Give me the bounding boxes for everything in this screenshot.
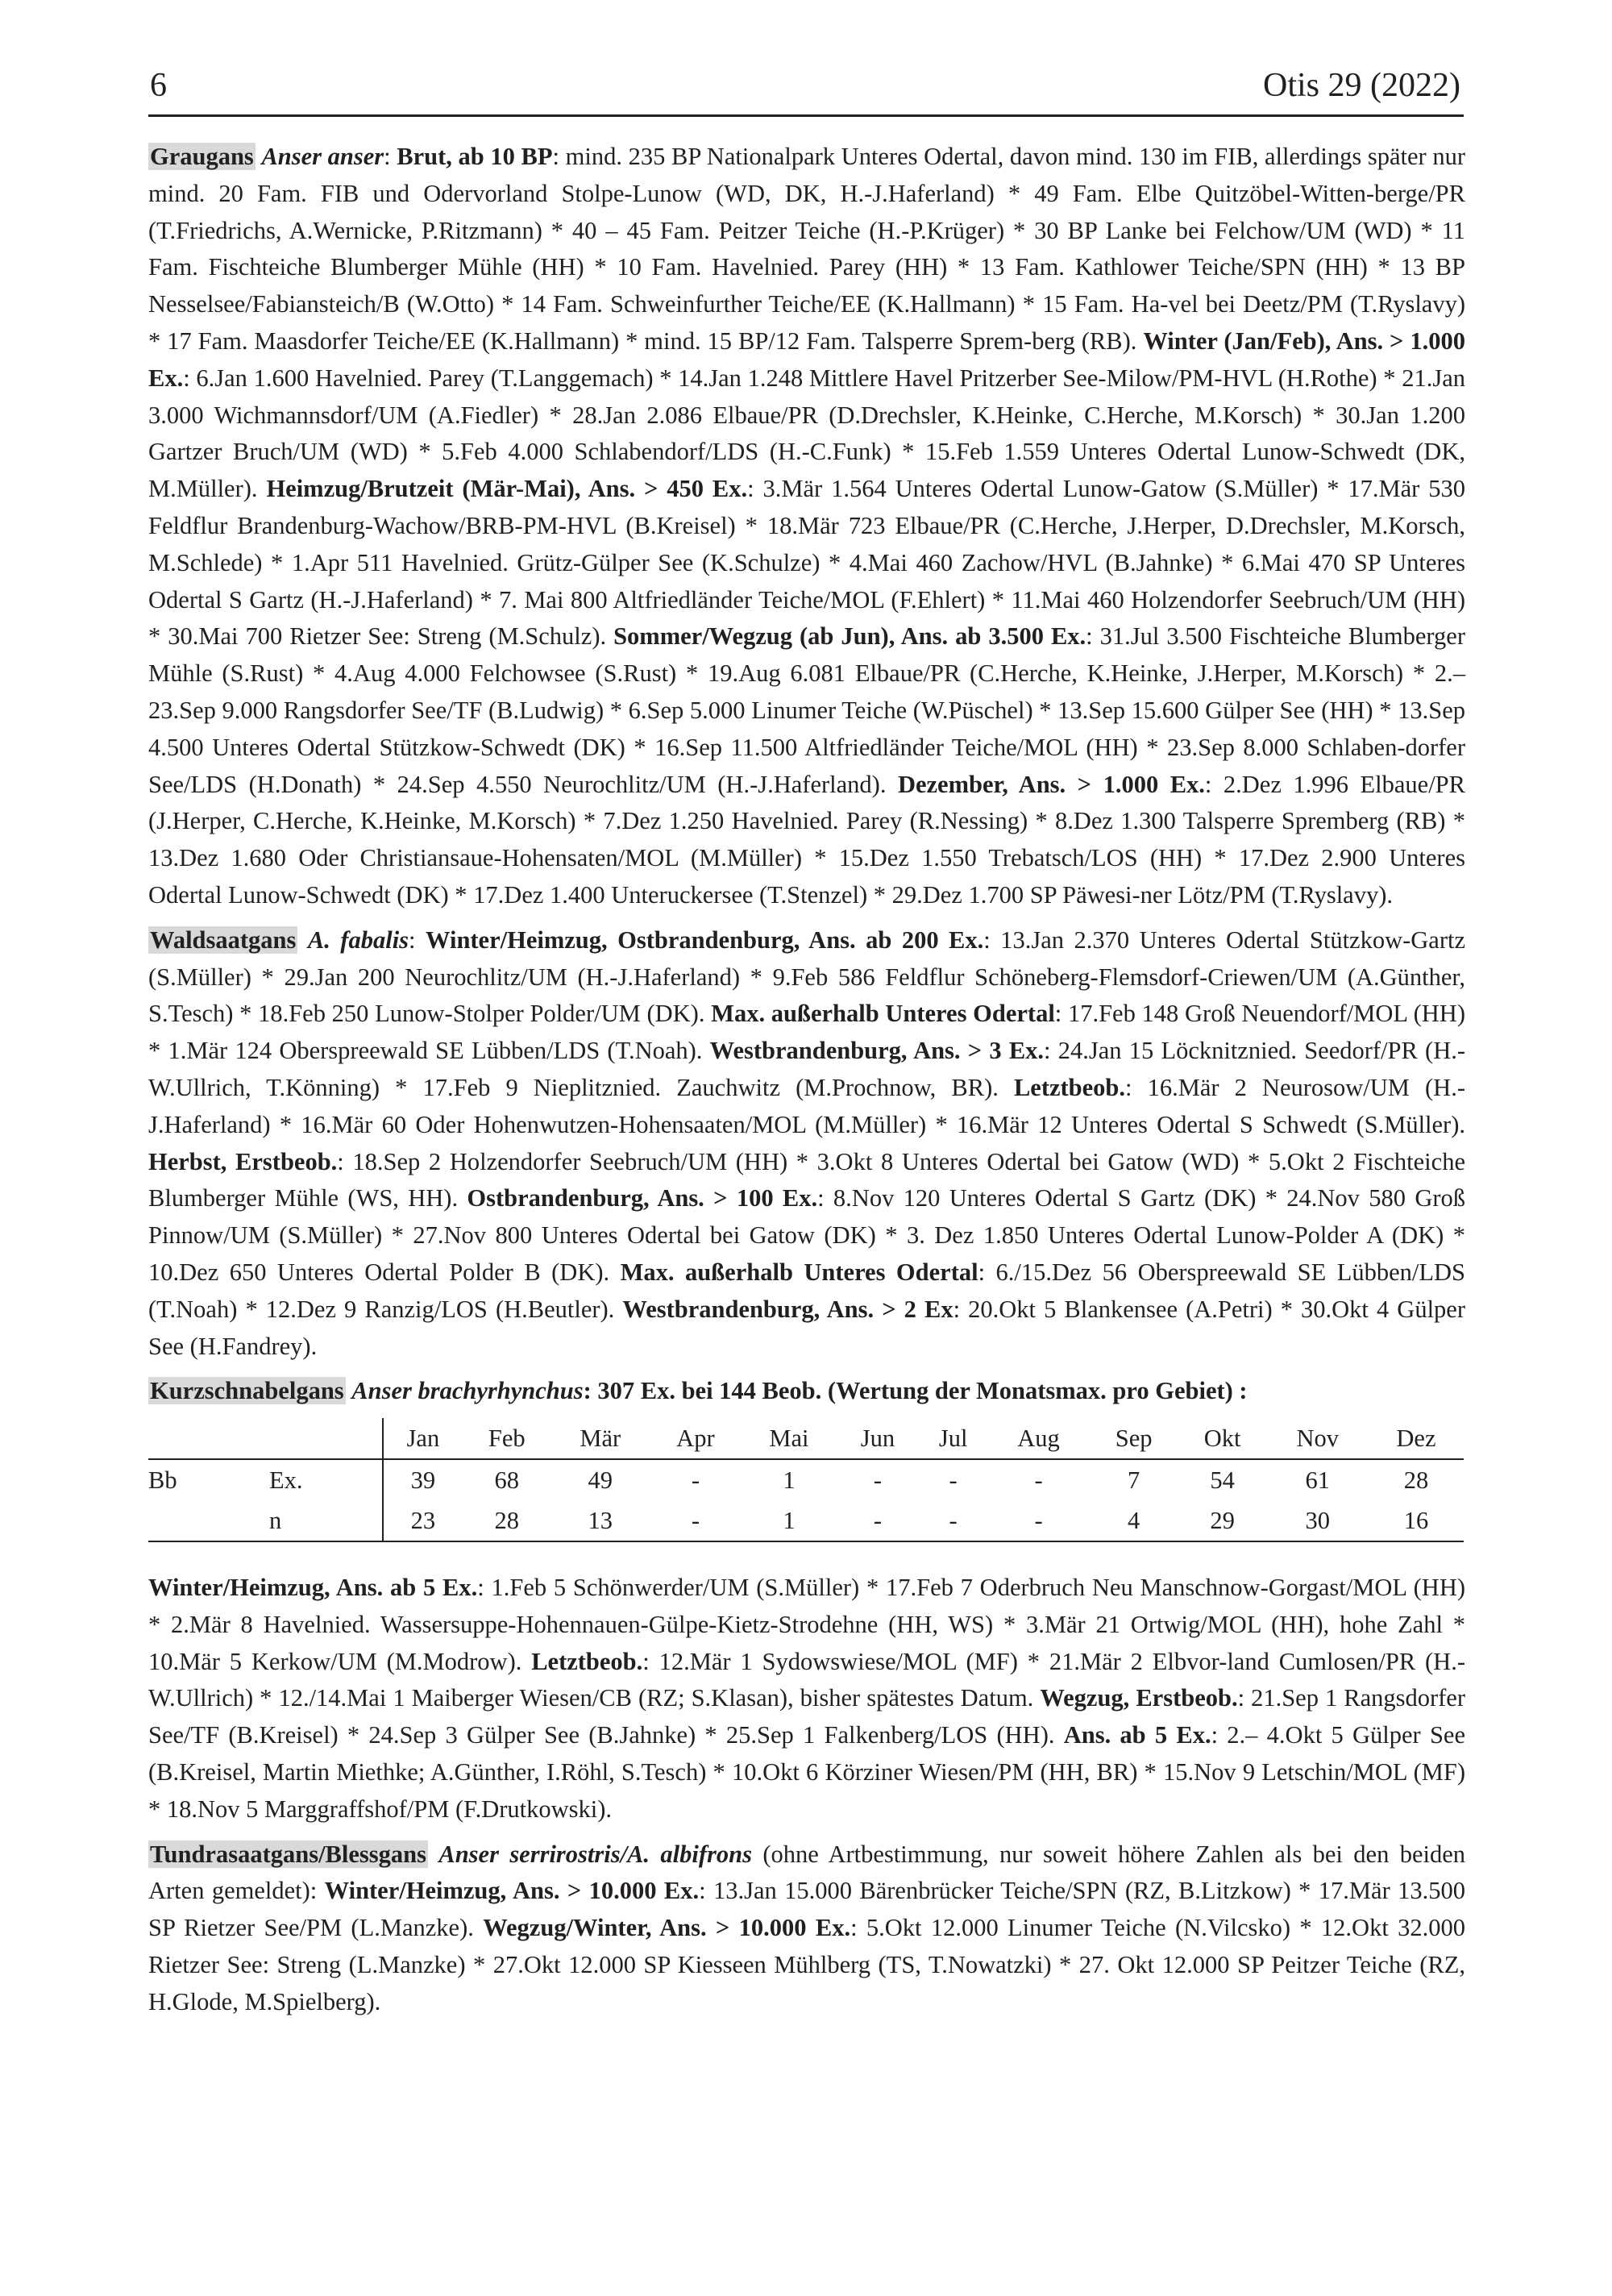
- section-heading: Letztbeob.: [1013, 1073, 1126, 1101]
- month-header: Jan: [384, 1418, 463, 1459]
- section-text: : 2.– 4.Okt 5 Gülper See (B.Kreisel, Martin Miethke; A.Günther, I.Röhl, S.Tesch) * 10.Okt 6 Körziner Wiesen/PM (HH, BR) * 15.Nov 9 Letschin/MOL (MF) * 18.Nov 5 Marggraffshof/PM (F.Drutkowski).: [148, 1721, 1465, 1823]
- table-cell: 39: [410, 1466, 436, 1495]
- species-entry-tundrasaatgans: [148, 1836, 1465, 2021]
- section-heading: Wegzug/Winter, Ans. > 10.000 Ex.: [483, 1914, 851, 1942]
- table-cell: [148, 1500, 245, 1541]
- section-heading: Westbrandenburg, Ans. > 2 Ex: [622, 1295, 953, 1323]
- row-label: Ex.: [269, 1466, 303, 1495]
- section-text: : 3.Mär 1.564 Unteres Odertal Lunow-Gatow (S.Müller) * 17.Mär 530 Feldflur Brandenburg-Wachow/BRB-PM-HVL (B.Kreisel) * 18.Mär 723 Elbaue/PR (C.Herche, J.Herper, D.Drechsler, M.Korsch, M.Schlede) * 1.Apr 511 Havelnied. Grütz-Gülper See (K.Schulze) * 4.Mai 460 Zachow/HVL (B.Jahnke) * 6.Mai 470 SP Unteres Odertal S Gartz (H.-J.Haferland) * 7. Mai 800 Altfriedländer Teiche/MOL (F.Ehlert) * 11.Mai 460 Holzendorfer Seebruch/UM (HH) * 30.Mai 700 Rietzer See: Streng (M.Schulz).: [148, 475, 1465, 651]
- section-heading: Winter/Heimzug, Ostbrandenburg, Ans. ab 200 Ex.: [426, 925, 984, 954]
- section-text: : 17.Feb 148 Groß Neuendorf/MOL (HH) * 1.Mär 124 Oberspreewald SE Lübben/LDS (T.Noah).: [148, 1000, 1465, 1065]
- section-text: : 5.Okt 12.000 Linumer Teiche (N.Vilcsko) * 12.Okt 32.000 Rietzer See: Streng (L.Manzke) * 27.Okt 12.000 SP Kiesseen Mühlberg (TS, T.Nowatzki) * 27. Okt 12.000 SP Peitzer Teiche (RZ, H.Glode, M.Spielberg).: [148, 1914, 1466, 2015]
- section-heading: Herbst, Erstbeob.: [148, 1147, 338, 1175]
- table-cell: 61: [1305, 1466, 1330, 1495]
- table-cell: 1: [742, 1500, 837, 1541]
- scientific-name: A. fabalis: [307, 925, 409, 954]
- section-text: : 6./15.Dez 56 Oberspreewald SE Lübben/LDS (T.Noah) * 12.Dez 9 Ranzig/LOS (H.Beutler).: [148, 1258, 1466, 1323]
- section-heading: Ostbrandenburg, Ans. > 100 Ex.: [467, 1184, 818, 1212]
- month-header: Feb: [463, 1418, 551, 1459]
- scientific-name: Anser brachyrhynchus: [351, 1377, 584, 1405]
- table-cell: 7: [1128, 1466, 1140, 1495]
- monthly-counts-table-wrapper: [148, 1418, 1465, 1542]
- scientific-name: Anser anser: [261, 143, 384, 170]
- species-name: Tundrasaatgans/Blessgans: [150, 1840, 426, 1868]
- month-header: Jul: [919, 1418, 988, 1459]
- section-heading: Max. außerhalb Unteres Odertal: [711, 1000, 1055, 1028]
- section-heading: Heimzug/Brutzeit (Mär-Mai), Ans. > 450 Ex.: [266, 475, 748, 503]
- section-text: : 13.Jan 2.370 Unteres Odertal Stützkow-Gartz (S.Müller) * 29.Jan 200 Neurochlitz/UM (H.-J.Haferland) * 9.Feb 586 Feldflur Schöneberg-Flemsdorf-Criewen/UM (A.Günther, S.Tesch) * 18.Feb 250 Lunow-Stolper Polder/UM (DK).: [148, 925, 1465, 1028]
- table-cell: -: [919, 1500, 988, 1541]
- table-cell: -: [837, 1500, 919, 1541]
- section-text: (ohne Artbestimmung, nur soweit höhere Zahlen als bei den beiden Arten gemeldet):: [148, 1840, 1465, 1905]
- month-header: Dez: [1369, 1418, 1464, 1459]
- table-cell: 29: [1178, 1500, 1267, 1541]
- species-name: Kurzschnabelgans: [150, 1377, 344, 1405]
- species-summary: : 307 Ex. bei 144 Beob. (Wertung der Monatsmax. pro Gebiet) :: [583, 1377, 1248, 1405]
- page-body: [148, 139, 1465, 2029]
- table-cell: 30: [1267, 1500, 1369, 1541]
- table-cell: [245, 1418, 383, 1459]
- section-heading: Winter/Heimzug, Ans. ab 5 Ex.: [148, 1574, 478, 1602]
- table-cell: -: [987, 1500, 1089, 1541]
- table-cell: 23: [384, 1500, 463, 1541]
- section-text: : 6.Jan 1.600 Havelnied. Parey (T.Langgemach) * 14.Jan 1.248 Mittlere Havel Pritzerber See-Milow/PM-HVL (H.Rothe) * 21.Jan 3.000 Wichmannsdorf/UM (A.Fiedler) * 28.Jan 2.086 Elbaue/PR (D.Drechsler, K.Heinke, C.Herche, M.Korsch) * 30.Jan 1.200 Gartzer Bruch/UM (WD) * 5.Feb 4.000 Schlabendorf/LDS (H.-C.Funk) * 15.Feb 1.559 Unteres Odertal Lunow-Schwedt (DK, M.Müller).: [148, 364, 1465, 503]
- table-cell: -: [873, 1466, 883, 1495]
- page-header: [148, 66, 1464, 117]
- section-heading: Max. außerhalb Unteres Odertal: [620, 1258, 978, 1286]
- section-heading: Brut, ab 10 BP: [397, 143, 553, 170]
- species-name: Waldsaatgans: [150, 925, 297, 954]
- month-header: Apr: [650, 1418, 742, 1459]
- species-entry-graugans: Graugans Anser anser: Brut, ab 10 BP: mind. 235 BP Nationalpark Unteres Odertal, davon mind. 130 im FIB, allerdings später nur mind. 20 Fam. FIB und Odervorland Stolpe-Lunow (WD, DK, H.-J.Haferland) * 49 Fam. Elbe Quitzöbel-Witten-berge/PR (T.Friedrichs, A.Wernicke, P.Ritzmann) * 40 – 45 Fam. Peitzer Teiche (H.-P.Krüger) * 30 BP Lanke bei Felchow/UM (WD) * 11 Fam. Fischteiche Blumberger Mühle (HH) * 10 Fam. Havelnied. Parey (HH) * 13 Fam. Kathlower Teiche/SPN (HH) * 13 BP Nesselsee/Fabiansteich/B (W.Otto) * 14 Fam. Schweinfurther Teiche/EE (K.Hallmann) * 15 Fam. Ha-vel bei Deetz/PM (T.Ryslavy) * 17 Fam. Maasdorfer Teiche/EE (K.Hallmann) * mind. 15 BP/12 Fam. Talsperre Sprem-berg (RB). Winter (Jan/Feb), Ans. > 1.000 Ex.: 6.Jan 1.600 Havelnied. Parey (T.Langgemach) * 14.Jan 1.248 Mittlere Havel Pritzerber See-Milow/PM-HVL (H.Rothe) * 21.Jan 3.000 Wichmannsdorf/UM (A.Fiedler) * 28.Jan 2.086 Elbaue/PR (D.Drechsler, K.Heinke, C.Herche, M.Korsch) * 30.Jan 1.200 Gartzer Bruch/UM (WD) * 5.Feb 4.000 Schlabendorf/LDS (H.-C.Funk) * 15.Feb 1.559 Unteres Odertal Lunow-Schwedt (DK, M.Müller). Heimzug/Brutzeit (Mär-Mai), Ans. > 450 Ex.: 3.Mär 1.564 Unteres Odertal Lunow-Gatow (S.Müller) * 17.Mär 530 Feldflur Brandenburg-Wachow/BRB-PM-HVL (B.Kreisel) * 18.Mär 723 Elbaue/PR (C.Herche, J.Herper, D.Drechsler, M.Korsch, M.Schlede) * 1.Apr 511 Havelnied. Grütz-Gülper See (K.Schulze) * 4.Mai 460 Zachow/HVL (B.Jahnke) * 6.Mai 470 SP Unteres Odertal S Gartz (H.-J.Haferland) * 7. Mai 800 Altfriedländer Teiche/MOL (F.Ehlert) * 11.Mai 460 Holzendorfer Seebruch/UM (HH) * 30.Mai 700 Rietzer See: Streng (M.Schulz). Sommer/Wegzug (ab Jun), Ans. ab 3.500 Ex.: 31.Jul 3.500 Fischteiche Blumberger Mühle (S.Rust) * 4.Aug 4.000 Felchowsee (S.Rust) * 19.Aug 6.081 Elbaue/PR (C.Herche, K.Heinke, J.Herper, M.Korsch) * 2.–23.Sep 9.000 Rangsdorfer See/TF (B.Ludwig) * 6.Sep 5.000 Linumer Teiche (W.Püschel) * 13.Sep 15.600 Gülper See (HH) * 13.Sep 4.500 Unteres Odertal Stützkow-Schwedt (DK) * 16.Sep 11.500 Altfriedländer Teiche/MOL (HH) * 23.Sep 8.000 Schlaben-dorfer See/LDS (H.Donath) * 24.Sep 4.550 Neurochlitz/UM (H.-J.Haferland). Dezember, Ans. > 1.000 Ex.: 2.Dez 1.996 Elbaue/PR (J.Herper, C.Herche, K.Heinke, M.Korsch) * 7.Dez 1.250 Havelnied. Parey (R.Nessing) * 8.Dez 1.300 Talsperre Spremberg (RB) * 13.Dez 1.680 Oder Christiansaue-Hohensaten/MOL (M.Müller) * 15.Dez 1.550 Trebatsch/LOS (HH) * 17.Dez 2.900 Unteres Odertal Lunow-Schwedt (DK) * 17.Dez 1.400 Unteruckersee (T.Stenzel) * 29.Dez 1.700 SP Päwesi-ner Lötz/PM (T.Ryslavy).: [148, 143, 1465, 909]
- section-heading: Winter (Jan/Feb), Ans. > 1.000 Ex.: [148, 327, 1465, 392]
- table-cell: 68: [494, 1466, 519, 1495]
- table-row: [148, 1459, 1464, 1500]
- table-cell: 28: [463, 1500, 551, 1541]
- month-header: Mai: [742, 1418, 837, 1459]
- table-header-row: [148, 1418, 1464, 1459]
- section-heading: Letztbeob.: [531, 1647, 643, 1675]
- month-header: Jun: [837, 1418, 919, 1459]
- section-text: : 20.Okt 5 Blankensee (A.Petri) * 30.Okt 4 Gülper See (H.Fandrey).: [148, 1295, 1465, 1360]
- month-header: Nov: [1267, 1418, 1369, 1459]
- section-text: : 12.Mär 1 Sydowswiese/MOL (MF) * 21.Mär 2 Elbvor-land Cumlosen/PR (H.-W.Ullrich) * 12./14.Mai 1 Maiberger Wiesen/CB (RZ; S.Klasan), bisher spätestes Datum.: [148, 1647, 1465, 1712]
- section-text: : mind. 235 BP Nationalpark Unteres Odertal, davon mind. 130 im FIB, allerdings später nur mind. 20 Fam. FIB und Odervorland Stolpe-Lunow (WD, DK, H.-J.Haferland) * 49 Fam. Elbe Quitzöbel-Witten-berge/PR (T.Friedrichs, A.Wernicke, P.Ritzmann) * 40 – 45 Fam. Peitzer Teiche (H.-P.Krüger) * 30 BP Lanke bei Felchow/UM (WD) * 11 Fam. Fischteiche Blumberger Mühle (HH) * 10 Fam. Havelnied. Parey (HH) * 13 Fam. Kathlower Teiche/SPN (HH) * 13 BP Nesselsee/Fabiansteich/B (W.Otto) * 14 Fam. Schweinfurther Teiche/EE (K.Hallmann) * 15 Fam. Ha-vel bei Deetz/PM (T.Ryslavy) * 17 Fam. Maasdorfer Teiche/EE (K.Hallmann) * mind. 15 BP/12 Fam. Talsperre Sprem-berg (RB).: [148, 143, 1465, 355]
- monthly-counts-table: [148, 1418, 1464, 1542]
- species-name: Graugans: [150, 143, 254, 170]
- table-cell: 49: [588, 1466, 613, 1495]
- month-header: Aug: [987, 1418, 1089, 1459]
- table-cell: 4: [1090, 1500, 1178, 1541]
- species-entry-kurzschnabelgans: [148, 1373, 1465, 1410]
- species-entry-waldsaatgans: Waldsaatgans A. fabalis: Winter/Heimzug, Ostbrandenburg, Ans. ab 200 Ex.: 13.Jan 2.370 Unteres Odertal Stützkow-Gartz (S.Müller) * 29.Jan 200 Neurochlitz/UM (H.-J.Haferland) * 9.Feb 586 Feldflur Schöneberg-Flemsdorf-Criewen/UM (A.Günther, S.Tesch) * 18.Feb 250 Lunow-Stolper Polder/UM (DK). Max. außerhalb Unteres Odertal: 17.Feb 148 Groß Neuendorf/MOL (HH) * 1.Mär 124 Oberspreewald SE Lübben/LDS (T.Noah). Westbrandenburg, Ans. > 3 Ex.: 24.Jan 15 Löcknitznied. Seedorf/PR (H.-W.Ullrich, T.Könning) * 17.Feb 9 Nieplitznied. Zauchwitz (M.Prochnow, BR). Letztbeob.: 16.Mär 2 Neurosow/UM (H.-J.Haferland) * 16.Mär 60 Oder Hohenwutzen-Hohensaaten/MOL (M.Müller) * 16.Mär 12 Unteres Odertal S Schwedt (S.Müller). Herbst, Erstbeob.: 18.Sep 2 Holzendorfer Seebruch/UM (HH) * 3.Okt 8 Unteres Odertal bei Gatow (WD) * 5.Okt 2 Fischteiche Blumberger Mühle (WS, HH). Ostbrandenburg, Ans. > 100 Ex.: 8.Nov 120 Unteres Odertal S Gartz (DK) * 24.Nov 580 Groß Pinnow/UM (S.Müller) * 27.Nov 800 Unteres Odertal bei Gatow (DK) * 3. Dez 1.850 Unteres Odertal Lunow-Polder A (DK) * 10.Dez 650 Unteres Odertal Polder B (DK). Max. außerhalb Unteres Odertal: 6./15.Dez 56 Oberspreewald SE Lübben/LDS (T.Noah) * 12.Dez 9 Ranzig/LOS (H.Beutler). Westbrandenburg, Ans. > 2 Ex: 20.Okt 5 Blankensee (A.Petri) * 30.Okt 4 Gülper See (H.Fandrey).: [148, 925, 1466, 1360]
- species-entry-kurzschnabelgans-details: [148, 1570, 1465, 1828]
- section-heading: Ans. ab 5 Ex.: [1063, 1721, 1211, 1749]
- section-text: : 2.Dez 1.996 Elbaue/PR (J.Herper, C.Herche, K.Heinke, M.Korsch) * 7.Dez 1.250 Havelnied. Parey (R.Nessing) * 8.Dez 1.300 Talsperre Spremberg (RB) * 13.Dez 1.680 Oder Christiansaue-Hohensaten/MOL (M.Müller) * 15.Dez 1.550 Trebatsch/LOS (HH) * 17.Dez 2.900 Unteres Odertal Lunow-Schwedt (DK) * 17.Dez 1.400 Unteruckersee (T.Stenzel) * 29.Dez 1.700 SP Päwesi-ner Lötz/PM (T.Ryslavy).: [148, 770, 1465, 909]
- section-heading: Westbrandenburg, Ans. > 3 Ex.: [709, 1037, 1045, 1065]
- month-header: Sep: [1090, 1418, 1178, 1459]
- section-text: : 31.Jul 3.500 Fischteiche Blumberger Mühle (S.Rust) * 4.Aug 4.000 Felchowsee (S.Rust) * 19.Aug 6.081 Elbaue/PR (C.Herche, K.Heinke, J.Herper, M.Korsch) * 2.–23.Sep 9.000 Rangsdorfer See/TF (B.Ludwig) * 6.Sep 5.000 Linumer Teiche (W.Püschel) * 13.Sep 15.600 Gülper See (HH) * 13.Sep 4.500 Unteres Odertal Stützkow-Schwedt (DK) * 16.Sep 11.500 Altfriedländer Teiche/MOL (HH) * 23.Sep 8.000 Schlaben-dorfer See/LDS (H.Donath) * 24.Sep 4.550 Neurochlitz/UM (H.-J.Haferland).: [148, 622, 1465, 798]
- table-cell: 54: [1210, 1466, 1235, 1495]
- table-cell: -: [1034, 1466, 1043, 1495]
- section-text: : 18.Sep 2 Holzendorfer Seebruch/UM (HH) * 3.Okt 8 Unteres Odertal bei Gatow (WD) * 5.Okt 2 Fischteiche Blumberger Mühle (WS, HH).: [148, 1147, 1465, 1212]
- month-header: Okt: [1178, 1418, 1267, 1459]
- section-heading: Sommer/Wegzug (ab Jun), Ans. ab 3.500 Ex.: [613, 622, 1086, 651]
- section-heading: Wegzug, Erstbeob.: [1040, 1684, 1238, 1712]
- section-text: : 21.Sep 1 Rangsdorfer See/TF (B.Kreisel) * 24.Sep 3 Gülper See (B.Jahnke) * 25.Sep 1 Falkenberg/LOS (HH).: [148, 1684, 1465, 1749]
- section-text: : 24.Jan 15 Löcknitznied. Seedorf/PR (H.-W.Ullrich, T.Könning) * 17.Feb 9 Nieplitznied. Zauchwitz (M.Prochnow, BR).: [148, 1037, 1466, 1101]
- section-heading: Winter/Heimzug, Ans. > 10.000 Ex.: [324, 1877, 700, 1905]
- table-cell: 13: [551, 1500, 650, 1541]
- section-text: : 8.Nov 120 Unteres Odertal S Gartz (DK) * 24.Nov 580 Groß Pinnow/UM (S.Müller) * 27.Nov 800 Unteres Odertal bei Gatow (DK) * 3. Dez 1.850 Unteres Odertal Lunow-Polder A (DK) * 10.Dez 650 Unteres Odertal Polder B (DK).: [148, 1184, 1465, 1286]
- page-number: 6: [150, 67, 167, 104]
- section-text: : 1.Feb 5 Schönwerder/UM (S.Müller) * 17.Feb 7 Oderbruch Neu Manschnow-Gorgast/MOL (HH) * 2.Mär 8 Havelnied. Wassersuppe-Hohennauen-Gülpe-Kietz-Strodehne (HH, WS) * 3.Mär 21 Ortwig/MOL (HH), hohe Zahl * 10.Mär 5 Kerkow/UM (M.Modrow).: [148, 1574, 1466, 1675]
- table-cell: [148, 1418, 245, 1459]
- month-header: Mär: [551, 1418, 650, 1459]
- table-cell: -: [650, 1500, 742, 1541]
- section-heading: Dezember, Ans. > 1.000 Ex.: [897, 770, 1205, 798]
- table-cell: -: [691, 1466, 700, 1495]
- journal-title: Otis 29 (2022): [1263, 67, 1460, 104]
- table-row: [148, 1500, 1464, 1541]
- region-label: Bb: [148, 1466, 177, 1495]
- table-cell: 1: [783, 1466, 796, 1495]
- table-cell: -: [949, 1466, 958, 1495]
- section-text: : 16.Mär 2 Neurosow/UM (H.-J.Haferland) * 16.Mär 60 Oder Hohenwutzen-Hohensaaten/MOL (M.Müller) * 16.Mär 12 Unteres Odertal S Schwedt (S.Müller).: [148, 1073, 1465, 1138]
- section-text: : 13.Jan 15.000 Bärenbrücker Teiche/SPN (RZ, B.Litzkow) * 17.Mär 13.500 SP Rietzer See/PM (L.Manzke).: [148, 1877, 1465, 1942]
- table-cell: 16: [1369, 1500, 1464, 1541]
- row-label: n: [245, 1500, 383, 1541]
- scientific-name: Anser serrirostris/A. albifrons: [438, 1840, 752, 1868]
- table-cell: 28: [1403, 1466, 1429, 1495]
